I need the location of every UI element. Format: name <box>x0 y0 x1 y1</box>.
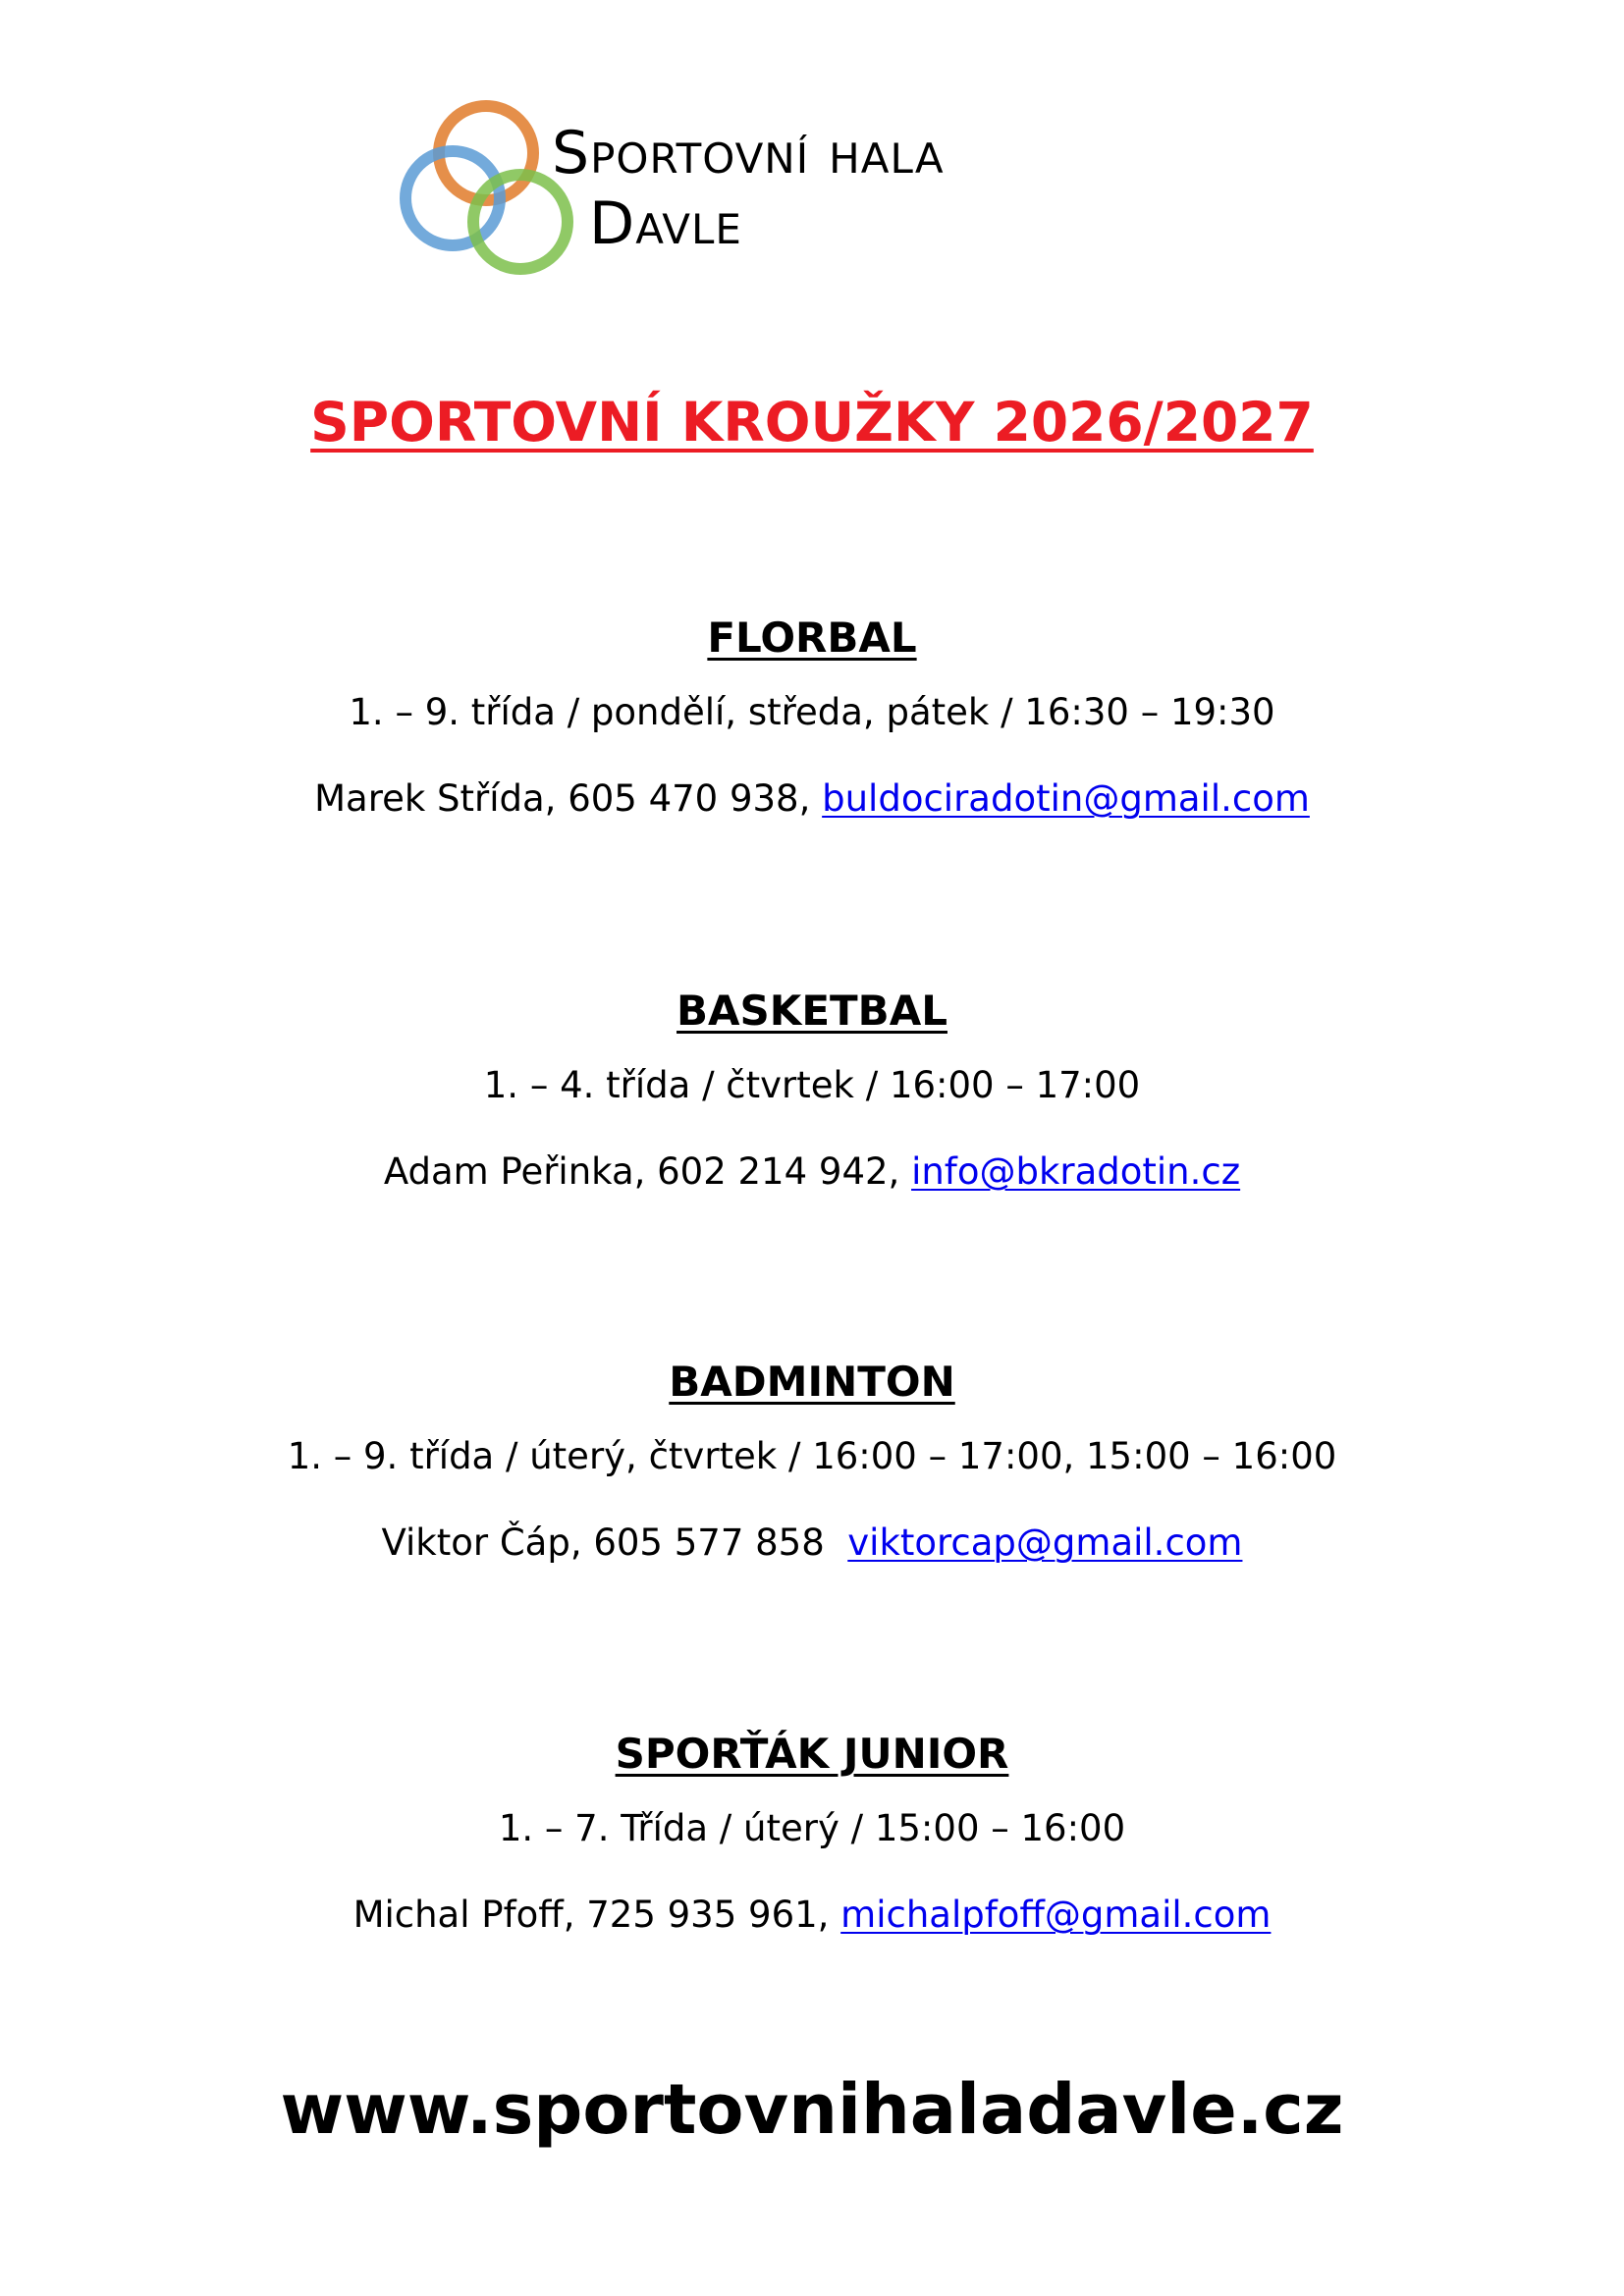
contact-text: Adam Peřinka, 602 214 942, <box>383 1150 912 1193</box>
schedule-text: 1. – 7. Třída / úterý / 15:00 – 16:00 <box>498 1807 1126 1849</box>
schedule-text: 1. – 9. třída / úterý, čtvrtek / 16:00 – 17:00, 15:00 – 16:00 <box>287 1435 1337 1477</box>
section-title: BASKETBAL <box>677 987 947 1035</box>
section-basketbal <box>0 982 1624 1215</box>
section-title: SPORŤÁK JUNIOR <box>615 1730 1009 1778</box>
contact-line <box>0 1872 1624 1958</box>
schedule-text: 1. – 4. třída / čtvrtek / 16:00 – 17:00 <box>483 1064 1141 1106</box>
website-url[interactable]: www.sportovnihaladavle.cz <box>280 2069 1344 2150</box>
contact-text: Michal Pfoff, 725 935 961, <box>352 1894 841 1936</box>
contact-text: Marek Střída, 605 470 938, <box>314 777 823 820</box>
contact-line <box>0 756 1624 842</box>
contact-line <box>0 1129 1624 1215</box>
page-title: SPORTOVNÍ KROUŽKY 2026/2027 <box>310 391 1314 454</box>
logo <box>395 96 1200 283</box>
contact-text: Viktor Čáp, 605 577 858 <box>381 1522 848 1564</box>
email-link[interactable]: buldociradotin@gmail.com <box>822 777 1310 820</box>
logo-text <box>552 118 945 259</box>
section-florbal <box>0 609 1624 842</box>
section-badminton <box>0 1353 1624 1586</box>
logo-line-1: Sportovní hala <box>552 119 945 187</box>
email-link[interactable]: michalpfoff@gmail.com <box>840 1894 1272 1936</box>
contact-line <box>0 1500 1624 1586</box>
section-title: BADMINTON <box>669 1358 955 1406</box>
logo-line-2: Davle <box>589 189 742 258</box>
email-link[interactable]: info@bkradotin.cz <box>911 1150 1241 1193</box>
section-title: FLORBAL <box>707 614 917 662</box>
section-sportak-junior <box>0 1725 1624 1958</box>
email-link[interactable]: viktorcap@gmail.com <box>847 1522 1243 1564</box>
schedule-text: 1. – 9. třída / pondělí, středa, pátek / 16:30 – 19:30 <box>349 691 1275 733</box>
